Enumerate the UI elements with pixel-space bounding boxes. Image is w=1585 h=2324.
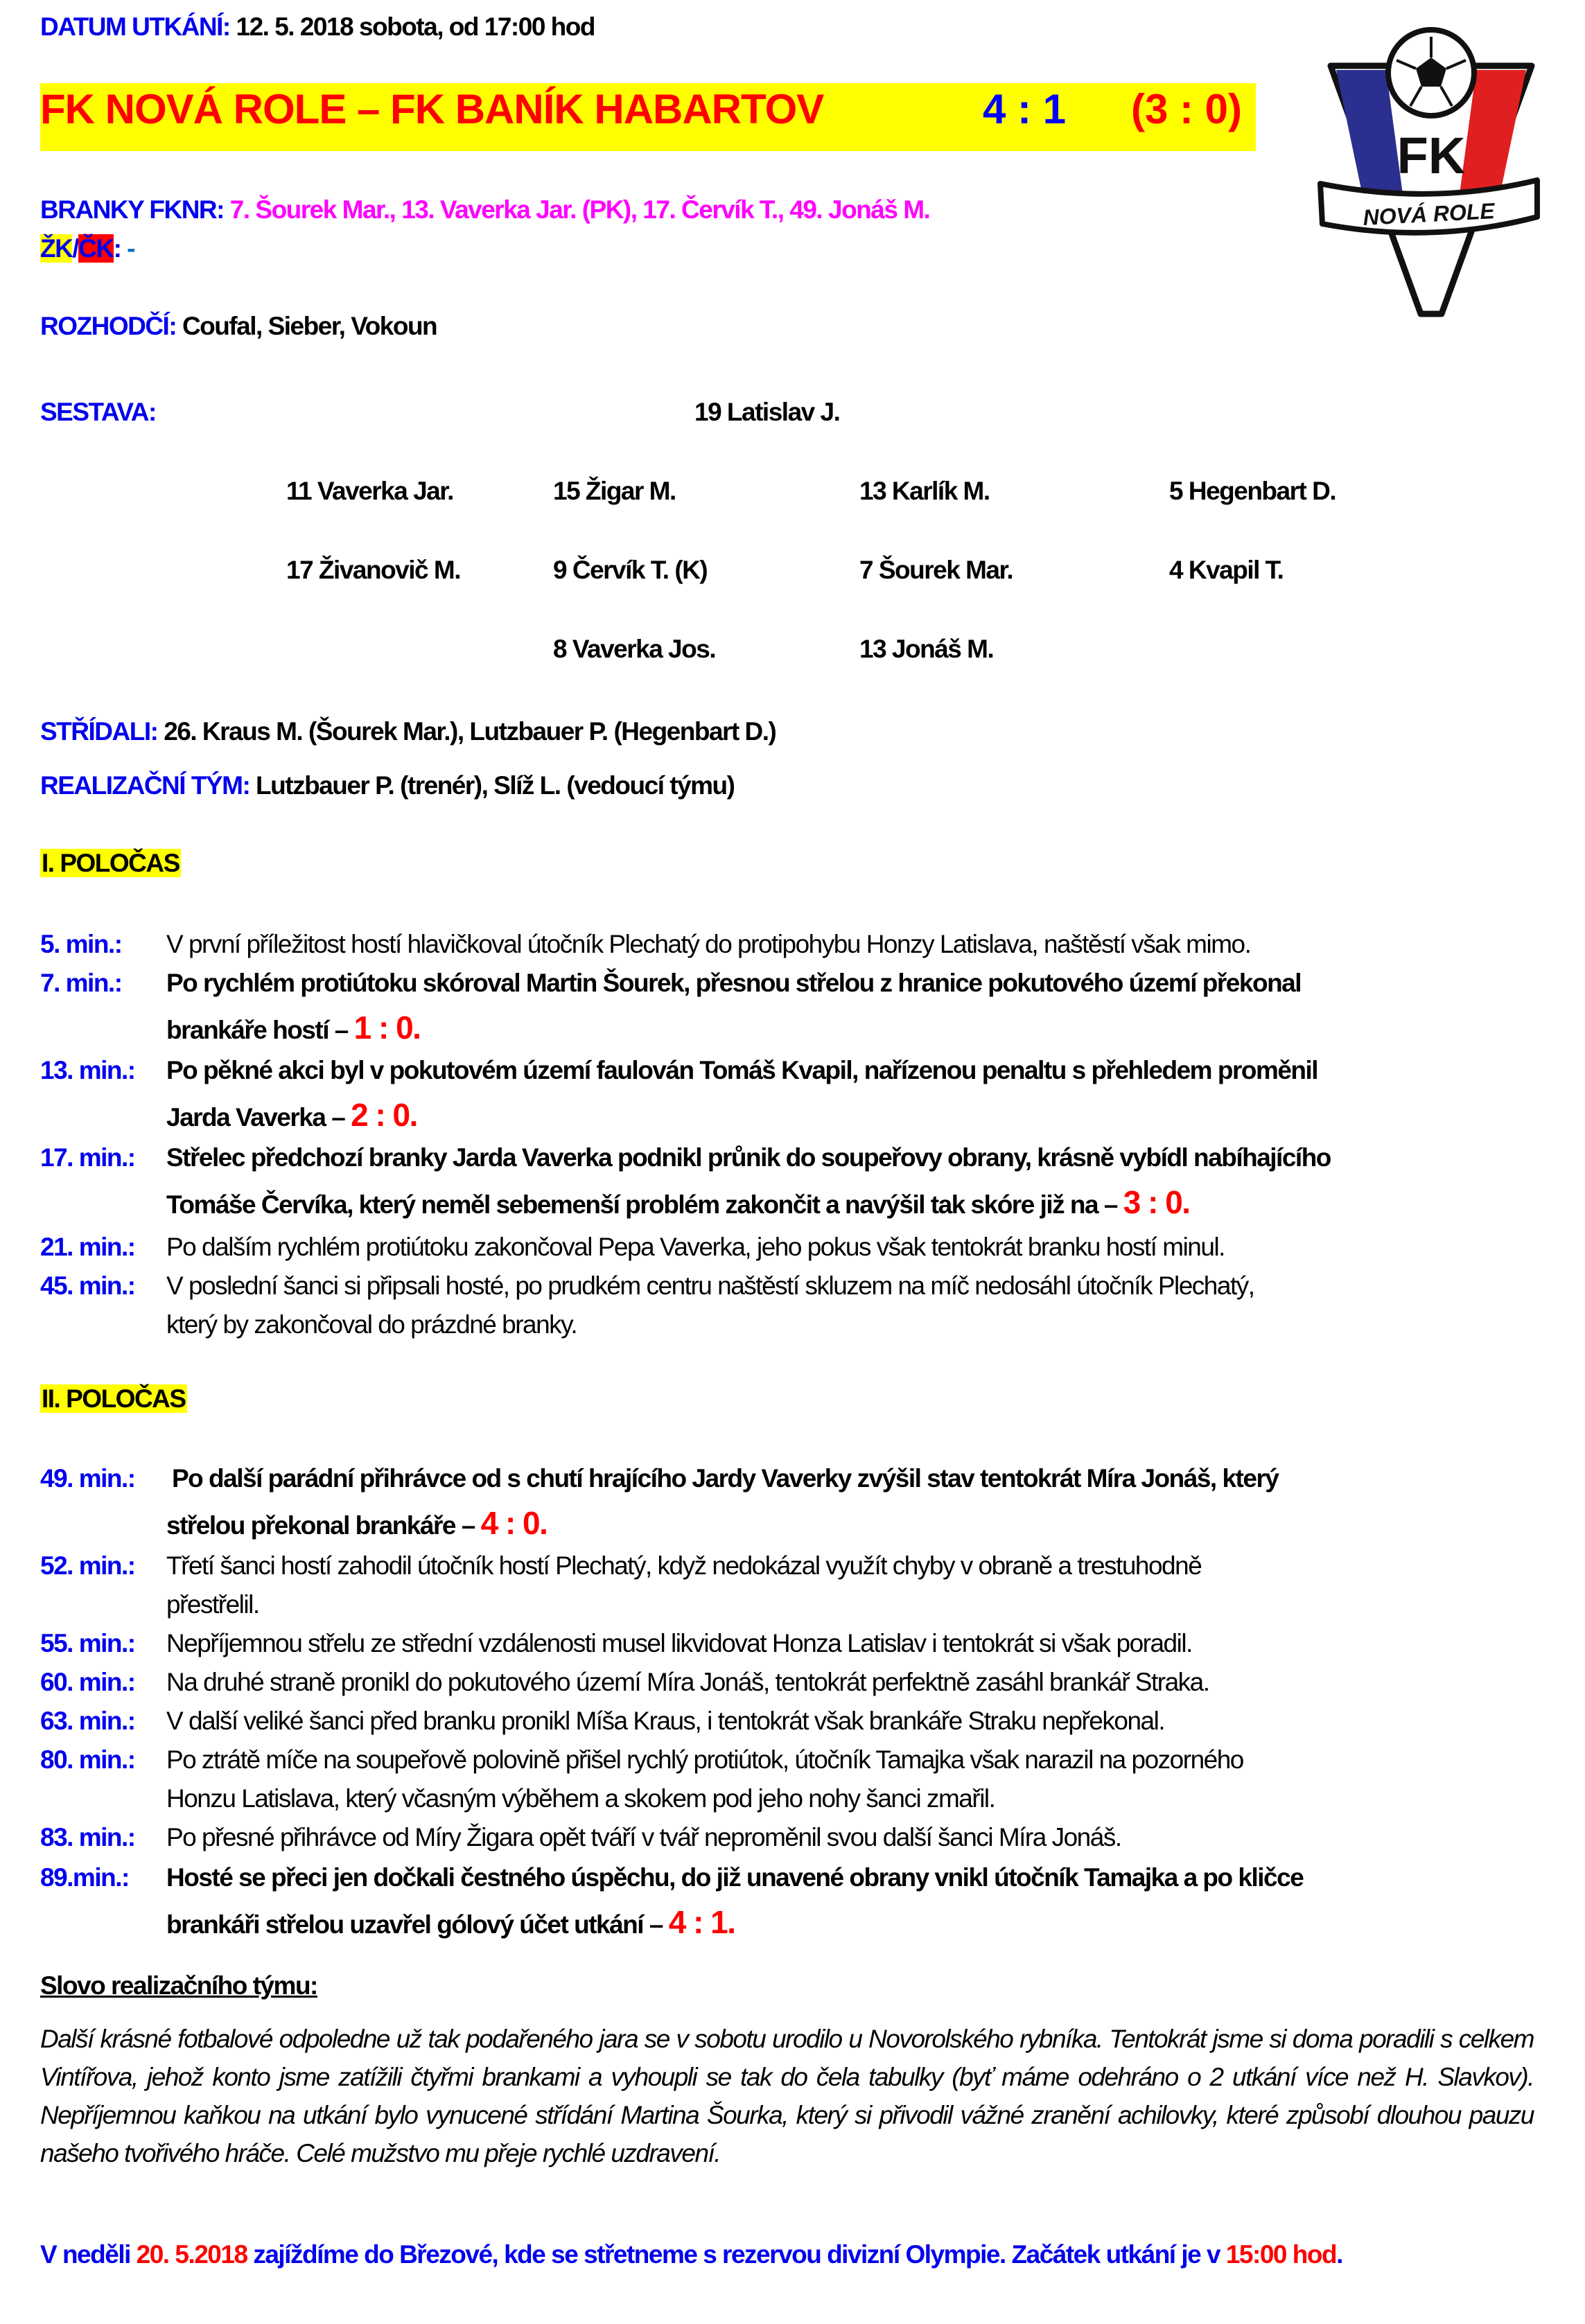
referees-line [40, 312, 437, 341]
date-value: 12. 5. 2018 sobota, od 17:00 hod [236, 12, 595, 41]
event-text-cont: přestřelil. [166, 1590, 259, 1619]
separator: / [72, 234, 79, 263]
player: 5 Hegenbart D. [1169, 477, 1336, 505]
event-score: 4 : 0. [480, 1505, 548, 1541]
goals-value: 7. Šourek Mar., 13. Vaverka Jar. (PK), 17. Červík T., 49. Jonáš M. [229, 195, 930, 224]
event-minute: 45. min.: [40, 1271, 135, 1300]
final-score: 4 : 1 [983, 86, 1067, 132]
colon: : [216, 195, 230, 224]
second-half-heading [40, 1384, 187, 1414]
event-minute: 63. min.: [40, 1707, 135, 1735]
next-text: V neděli [40, 2240, 137, 2269]
event-text: Po ztrátě míče na soupeřově polovině přišel rychlý protiútok, útočník Tamajka však narazil na pozorného [166, 1745, 1243, 1774]
goals-line [40, 195, 929, 225]
colon: : [222, 12, 230, 41]
event-text-cont: Jarda Vaverka – [166, 1103, 345, 1132]
next-date: 20. 5.2018 [136, 2240, 247, 2269]
red-card-label: ČK [78, 234, 114, 263]
event-minute: 7. min.: [40, 969, 122, 997]
colon: : [150, 717, 164, 746]
event-minute: 55. min.: [40, 1629, 135, 1657]
player: 4 Kvapil T. [1169, 556, 1284, 584]
substitutes-line [40, 717, 776, 746]
event-text: V poslední šanci si připsali hosté, po prudkém centru naštěstí skluzem na míč nedosáhl útočník Plechatý, [166, 1271, 1254, 1300]
date-label: DATUM UTKÁNÍ [40, 12, 222, 41]
event-score: 4 : 1. [668, 1904, 735, 1940]
event-minute: 13. min.: [40, 1056, 135, 1084]
event-text: V další veliké šanci před branku pronikl Míša Kraus, i tentokrát však brankáře Straku nepřekonal. [166, 1707, 1165, 1735]
cards-line [40, 234, 134, 263]
goalkeeper: 19 Latislav J. [694, 398, 840, 426]
event-row [40, 1138, 1544, 1224]
event-row [40, 1741, 1544, 1818]
event-text-cont: brankáře hostí – [166, 1016, 348, 1044]
event-text: Hosté se přeci jen dočkali čestného úspěchu, do již unavené obrany vnikl útočník Tamajka a po kličce [166, 1863, 1304, 1892]
cards-value: - [127, 234, 134, 263]
event-score: 2 : 0. [351, 1097, 417, 1133]
event-row [40, 925, 1544, 964]
team-word-title: Slovo realizačního týmu: [40, 1971, 317, 2000]
event-text: Třetí šanci hostí zahodil útočník hostí Plechatý, když nedokázal využít chyby v obraně a trestuhodně [166, 1551, 1202, 1580]
next-text: . [1336, 2240, 1342, 2269]
event-minute: 80. min.: [40, 1745, 135, 1774]
event-minute: 49. min.: [40, 1464, 135, 1493]
event-row [40, 1547, 1544, 1624]
staff-label: REALIZAČNÍ TÝM [40, 771, 243, 800]
event-text: Po dalším rychlém protiútoku zakončoval Pepa Vaverka, jeho pokus však tentokrát branku hostí minul. [166, 1233, 1225, 1261]
lineup-label: SESTAVA: [40, 398, 156, 426]
event-text-cont: Honzu Latislava, který včasným výběhem a skokem pod jeho nohy šanci zmařil. [166, 1784, 995, 1813]
second-half-title: II. POLOČAS [42, 1384, 186, 1413]
event-text: Nepříjemnou střelu ze střední vzdálenosti musel likvidovat Honza Latislav i tentokrát si však poradil. [166, 1629, 1192, 1657]
player: 13 Jonáš M. [859, 635, 994, 663]
player: 8 Vaverka Jos. [553, 635, 716, 663]
halftime-score: (3 : 0) [1131, 86, 1243, 132]
first-half-heading [40, 849, 181, 878]
next-match-notice [40, 2235, 1537, 2275]
event-minute: 5. min.: [40, 930, 122, 958]
next-time: 15:00 hod [1225, 2240, 1337, 2269]
club-logo-icon [1317, 24, 1545, 322]
goals-label: BRANKY FKNR [40, 195, 217, 224]
event-text: Po přesné přihrávce od Míry Žigara opět tváří v tvář neproměnil svou další šanci Míra Jonáš. [166, 1823, 1121, 1851]
team-word-paragraph: Další krásné fotbalové odpoledne už tak podařeného jara se v sobotu urodilo u Novorolského rybníka. Tentokrát jsme si doma poradili s celkem Vintířova, jehož konto jsme zatížili čtyřmi brankami a vyhoupli se tak do čela tabulky (byť máme odehráno o 2 utkání více než H. Slavkov). Nepříjemnou kaňkou na utkání bylo vynucené střídání Martina Šourka, který si přivodil vážné zranění achilovky, které způsobí dlouhou pauzu našeho tvořivého hráče. Celé mužstvo mu přeje rychlé uzdravení. [40, 2025, 1534, 2167]
event-text-cont: brankáři střelou uzavřel gólový účet utkání – [166, 1910, 663, 1939]
event-row [40, 1663, 1544, 1702]
player: 17 Živanovič M. [286, 556, 460, 584]
event-text: Po pěkné akci byl v pokutovém území faulován Tomáš Kvapil, nařízenou penaltu s přehledem proměnil [166, 1056, 1318, 1084]
match-title: FK NOVÁ ROLE – FK BANÍK HABARTOV [40, 86, 824, 132]
event-score: 3 : 0. [1123, 1184, 1190, 1220]
player: 7 Šourek Mar. [859, 556, 1013, 584]
event-minute: 89.min.: [40, 1863, 129, 1892]
event-row [40, 1459, 1544, 1545]
referees-value: Coufal, Sieber, Vokoun [182, 312, 437, 340]
event-text-cont: který by zakončoval do prázdné branky. [166, 1310, 577, 1339]
player: 13 Karlík M. [859, 477, 990, 505]
player: 9 Červík T. (K) [553, 556, 708, 584]
colon: : [242, 771, 256, 800]
event-row [40, 1702, 1544, 1741]
match-date [40, 12, 595, 42]
colon: : [168, 312, 182, 340]
next-text: zajíždíme do Březové, kde se střetneme s rezervou divizní Olympie. Začátek utkání je v [247, 2240, 1226, 2269]
substitutes-value: 26. Kraus M. (Šourek Mar.), Lutzbauer P. (Hegenbart D.) [164, 717, 776, 746]
referees-label: ROZHODČÍ [40, 312, 169, 340]
event-text: Po rychlém protiútoku skóroval Martin Šourek, přesnou střelou z hranice pokutového území překonal [166, 969, 1302, 997]
event-row [40, 1624, 1544, 1663]
first-half-title: I. POLOČAS [42, 849, 179, 877]
event-score: 1 : 0. [353, 1010, 421, 1046]
staff-value: Lutzbauer P. (trenér), Slíž L. (vedoucí týmu) [256, 771, 735, 800]
event-text: Po další parádní přihrávce od s chutí hrajícího Jardy Vaverky zvýšil stav tentokrát Míra Jonáš, který [172, 1464, 1279, 1493]
event-text: V první příležitost hostí hlavičkoval útočník Plechatý do protipohybu Honzy Latislava, naštěstí však mimo. [166, 930, 1251, 958]
staff-line [40, 771, 734, 800]
event-minute: 60. min.: [40, 1668, 135, 1696]
yellow-card-label: ŽK [40, 234, 73, 263]
event-text-cont: Tomáše Červíka, který neměl sebemenší problém zakončit a navýšil tak skóre již na – [166, 1190, 1117, 1219]
event-text-cont: střelou překonal brankáře – [166, 1511, 475, 1540]
logo-fk-text: FK [1396, 127, 1466, 184]
event-text: Střelec předchozí branky Jarda Vaverka podnikl průnik do soupeřovy obrany, krásně vybídl nabíhajícího [166, 1143, 1331, 1172]
event-row [40, 1267, 1544, 1344]
event-text: Na druhé straně pronikl do pokutového území Míra Jonáš, tentokrát perfektně zasáhl brankář Straka. [166, 1668, 1209, 1696]
substitutes-label: STŘÍDALI [40, 717, 150, 746]
event-row [40, 1818, 1544, 1857]
event-row [40, 1858, 1544, 1944]
event-row [40, 1228, 1544, 1267]
event-minute: 52. min.: [40, 1551, 135, 1580]
event-minute: 17. min.: [40, 1143, 135, 1172]
colon: : [113, 234, 128, 263]
player: 15 Žigar M. [553, 477, 676, 505]
event-minute: 21. min.: [40, 1233, 135, 1261]
event-minute: 83. min.: [40, 1823, 135, 1851]
event-row [40, 1051, 1544, 1137]
player: 11 Vaverka Jar. [286, 477, 453, 505]
svg-text:NOVÁ ROLE: NOVÁ ROLE [1362, 198, 1496, 230]
event-row [40, 964, 1544, 1050]
